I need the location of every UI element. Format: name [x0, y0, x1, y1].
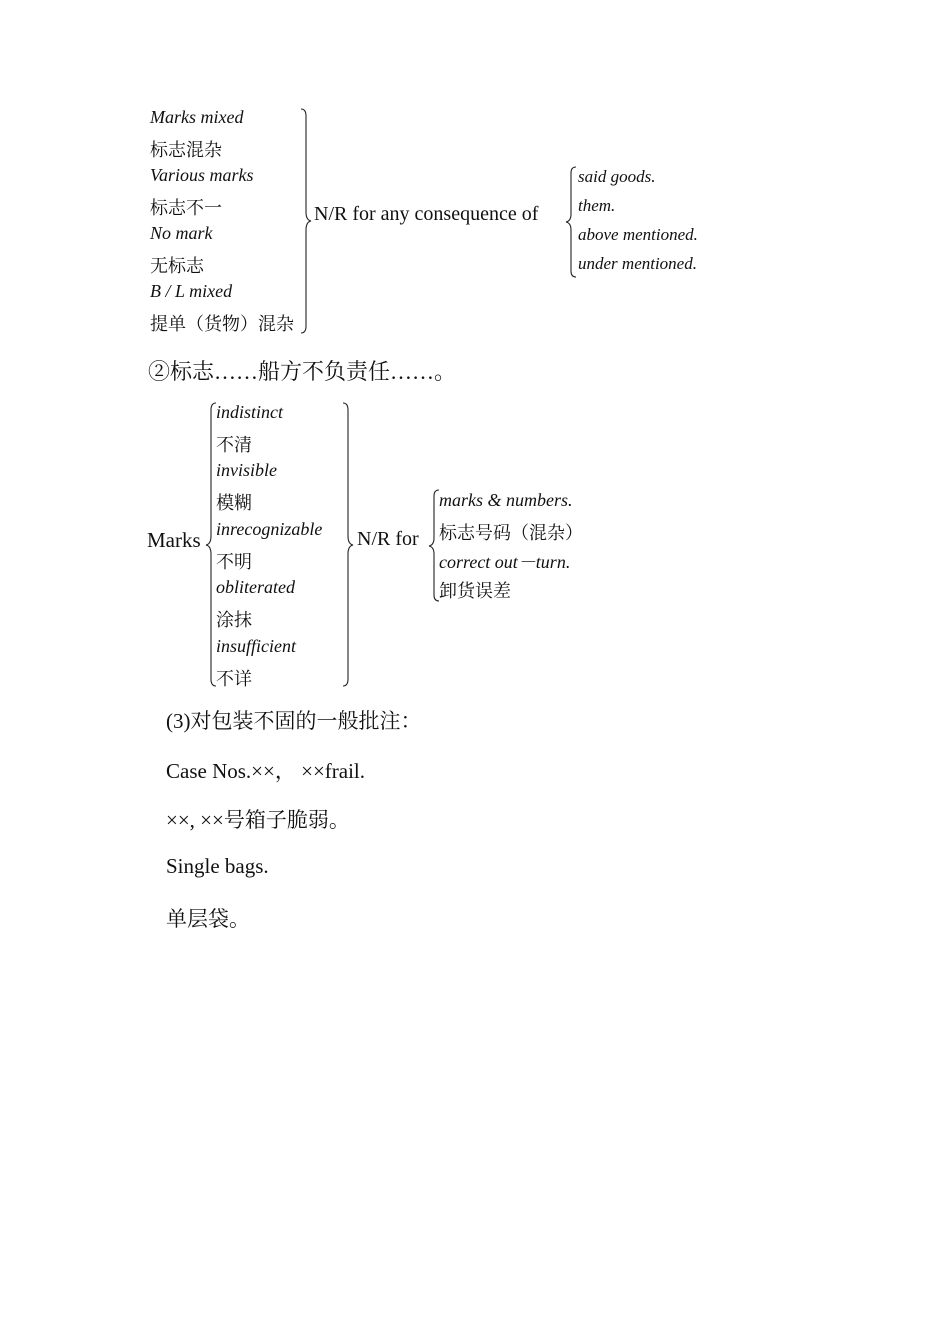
block1-left-item: 提单（货物）混杂 — [150, 314, 294, 334]
block1-right-item: under mentioned. — [578, 254, 697, 273]
block1-left-item: 无标志 — [150, 256, 204, 276]
block1-right-item: above mentioned. — [578, 225, 698, 244]
block1-left-item: Marks mixed — [150, 107, 244, 127]
section3-line: 单层袋。 — [166, 907, 250, 931]
block2-left-item: invisible — [216, 460, 277, 480]
section3-line: Single bags. — [166, 854, 269, 878]
section3-line: Case Nos.××， ××frail. — [166, 759, 366, 783]
block2-left-item: 不清 — [216, 435, 252, 455]
block2-right-item: marks & numbers. — [439, 490, 573, 510]
section3-heading: (3)对包装不固的一般批注： — [166, 709, 422, 733]
block2-right-item: correct out－turn. — [439, 552, 571, 572]
block2-prefix: Marks — [147, 528, 201, 552]
block1-left-item: 标志不一 — [150, 198, 222, 218]
block2-right-item: 卸货误差 — [439, 581, 511, 601]
block1-right-brace — [300, 108, 314, 334]
block1-left-item: Various marks — [150, 165, 254, 185]
block2-right-item: 标志号码（混杂） — [439, 523, 583, 543]
block2-left-item: insufficient — [216, 636, 296, 656]
section-heading: ②标志……船方不负责任……。 — [148, 359, 457, 384]
block2-left-item: 涂抹 — [216, 610, 252, 630]
block2-left-item: inrecognizable — [216, 519, 323, 539]
block1-left-item: No mark — [150, 223, 213, 243]
block2-middle-text: N/R for — [357, 528, 419, 550]
block1-left-brace — [564, 166, 578, 278]
block1-middle-text: N/R for any consequence of — [314, 203, 539, 225]
block2-right-brace — [342, 402, 356, 688]
block2-left-item: obliterated — [216, 577, 295, 597]
block1-left-item: 标志混杂 — [150, 140, 222, 160]
block2-left-item: 模糊 — [216, 493, 252, 513]
block1-right-item: said goods. — [578, 167, 656, 186]
block1-left-item: B / L mixed — [150, 281, 233, 301]
block2-left-item: indistinct — [216, 402, 283, 422]
section3-line: ××, ××号箱子脆弱。 — [166, 808, 350, 832]
block2-left-item: 不明 — [216, 552, 252, 572]
block1-right-item: them. — [578, 196, 616, 215]
block2-left-item: 不详 — [216, 669, 252, 689]
